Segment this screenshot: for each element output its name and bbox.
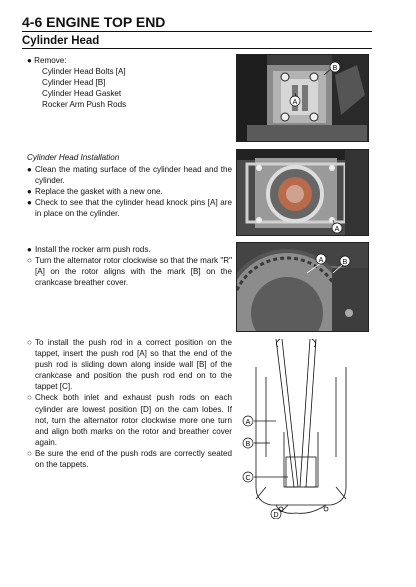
pushrod-step: Install the rocker arm push rods. (35, 245, 151, 254)
tappet-substep: To install the push rod in a correct position on the tappet, insert the push rod [A] so that the end of the push rod is sliding down along inside wall [B] of the crankcase and position the push rod end on to the tappet [C]. (35, 338, 232, 392)
title-rule (22, 31, 372, 32)
callout-c-label: C (245, 475, 251, 482)
installation-step: Replace the gasket with a new one. (35, 187, 163, 197)
tappet-substep: Be sure the end of the push rods are correctly seated on the tappets. (35, 448, 232, 470)
section-title: Cylinder Head (22, 35, 100, 47)
page-title: 4-6 ENGINE TOP END (22, 14, 166, 30)
cylinder-head-photo (236, 54, 369, 142)
pushrod-block (27, 244, 232, 288)
callout-b-label: B (332, 65, 338, 72)
substep-icon: ○ (27, 448, 32, 458)
section-rule (22, 48, 372, 49)
substep-icon: ○ (27, 338, 32, 347)
bullet-icon: ● (27, 245, 32, 254)
callout-d-label: D (273, 512, 279, 519)
remove-item: Cylinder Head [B] (42, 78, 106, 88)
pushrod-substep: Turn the alternator rotor clockwise so that the mark "R" [A] on the rotor aligns with the mark [B] on the crankcase breather cover. (35, 256, 232, 288)
remove-item: Cylinder Head Bolts [A] (42, 67, 126, 77)
callout-a-label: A (292, 99, 298, 106)
bullet-icon: ● (27, 165, 32, 175)
remove-lead: Remove: (34, 56, 67, 65)
installation-block (27, 152, 232, 220)
remove-item: Cylinder Head Gasket (42, 89, 122, 99)
callout-a-label: A (245, 419, 251, 426)
tappet-block (27, 337, 232, 470)
remove-block (27, 55, 232, 110)
tappet-substep: Check both inlet and exhaust push rods on each cylinder are lowest position [D] on the cam lobes. If not, turn the alternator rotor clockwise more one turn and align both marks on the rotor and breather cover again. (35, 393, 232, 447)
callout-b-label: B (342, 259, 348, 266)
callout-a-label: A (334, 226, 340, 233)
remove-item: Rocker Arm Push Rods (42, 100, 127, 110)
substep-icon: ○ (27, 256, 32, 266)
bullet-icon: ● (27, 198, 32, 208)
callout-b-label: B (245, 441, 251, 448)
bullet-icon: ● (27, 56, 32, 65)
bullet-icon: ● (27, 187, 32, 197)
pushrod-diagram (236, 337, 367, 519)
cylinder-photo (236, 149, 369, 236)
installation-step: Clean the mating surface of the cylinder head and the cylinder. (35, 165, 232, 186)
substep-icon: ○ (27, 393, 32, 403)
installation-heading: Cylinder Head Installation (27, 153, 120, 162)
callout-a-label: A (318, 257, 324, 264)
rotor-photo (236, 242, 369, 332)
installation-step: Check to see that the cylinder head knock pins [A] are in place on the cylinder. (35, 198, 232, 219)
